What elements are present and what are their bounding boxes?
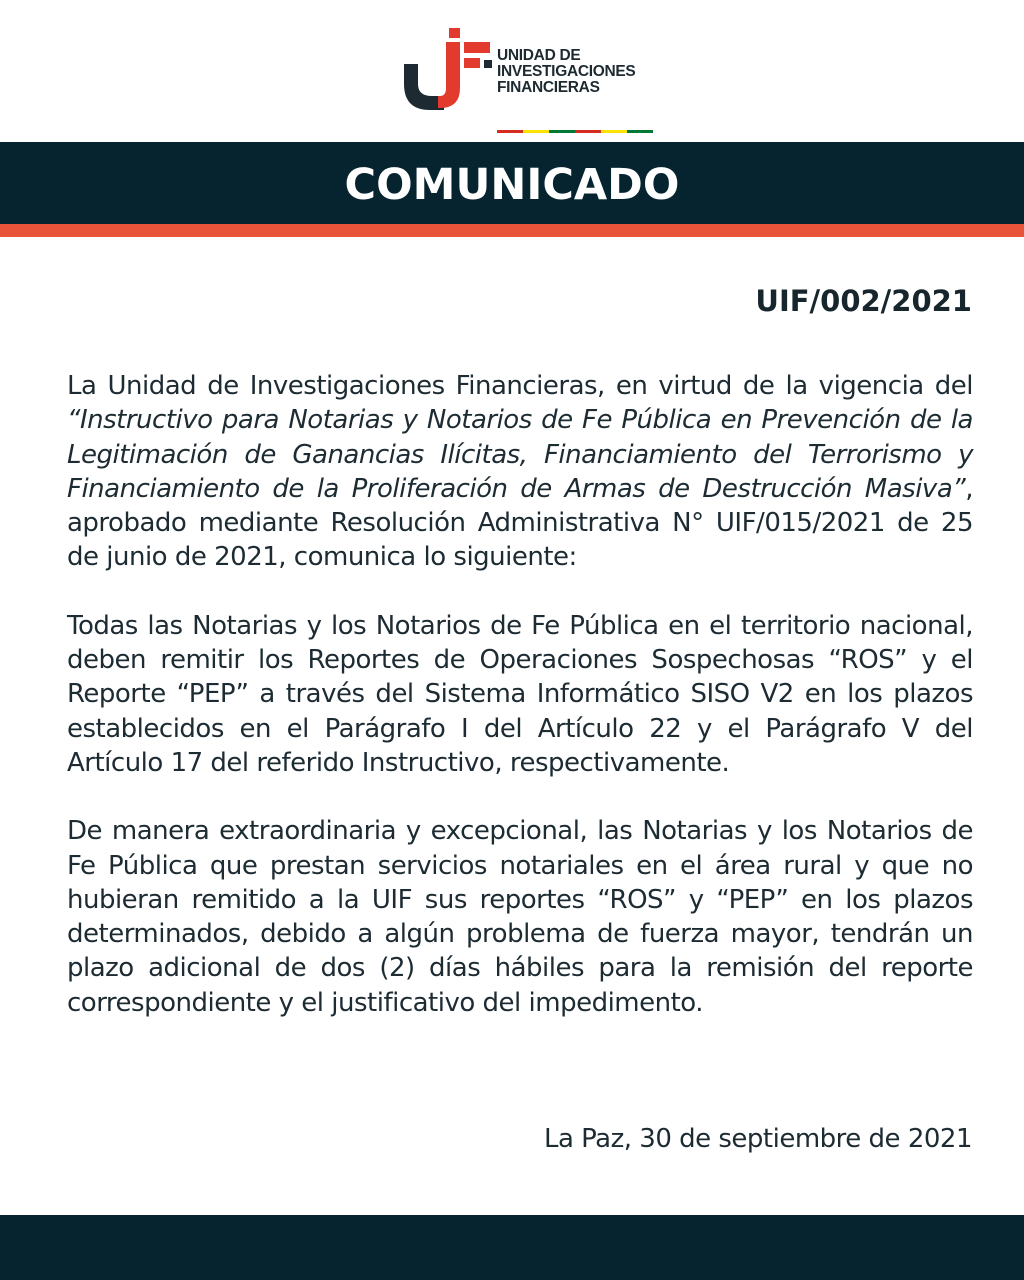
paragraph-1-intro: La Unidad de Investigaciones Financieras, en virtud de la vigencia del xyxy=(67,371,973,401)
uif-logo-mark-icon xyxy=(400,26,500,114)
logo-line-3: FINANCIERAS xyxy=(497,79,600,96)
paragraph-2: Todas las Notarias y los Notarios de Fe Pública en el territorio nacional, deben remitir los Reportes de Operaciones Sospechosas “ROS” y el Reporte “PEP” a través del Sistema Informático SISO V2 en los plazos establecidos en el Parágrafo I del Artículo 22 y el Parágrafo V del Artículo 17 del referido Instructivo, respectivamente. xyxy=(67,610,973,778)
paragraph-1-end: , aprobado mediante Resolución Administrativa N° UIF/015/2021 de 25 de junio de 2021, comunica lo siguiente: xyxy=(67,473,973,573)
reference-number: UIF/002/2021 xyxy=(755,284,972,318)
uif-logo xyxy=(400,26,660,114)
paragraph-1 xyxy=(67,369,973,575)
logo-line-1: UNIDAD DE xyxy=(497,47,581,64)
communique-body xyxy=(67,369,973,1020)
header-banner xyxy=(0,142,1024,224)
page-title: COMUNICADO xyxy=(344,160,680,210)
footer-bar xyxy=(0,1215,1024,1280)
logo-flag-stripe xyxy=(497,130,653,133)
logo-wordmark xyxy=(497,48,635,96)
paragraph-3: De manera extraordinaria y excepcional, las Notarias y los Notarios de Fe Pública que prestan servicios notariales en el área rural y que no hubieran remitido a la UIF sus reportes “ROS” y “PEP” en los plazos determinados, debido a algún problema de fuerza mayor, tendrán un plazo adicional de dos (2) días hábiles para la remisión del reporte correspondiente y el justificativo del impedimento. xyxy=(67,816,973,1018)
instructivo-title: “Instructivo para Notarias y Notarios de Fe Pública en Prevención de la Legitimación de Ganancias Ilícitas, Financiamiento del Terrorismo y Financiamiento de la Proliferación de Armas de Destrucción Masiva” xyxy=(67,405,973,504)
place-and-date: La Paz, 30 de septiembre de 2021 xyxy=(543,1124,972,1154)
header-accent-bar xyxy=(0,224,1024,237)
logo-line-2: INVESTIGACIONES xyxy=(497,63,636,80)
